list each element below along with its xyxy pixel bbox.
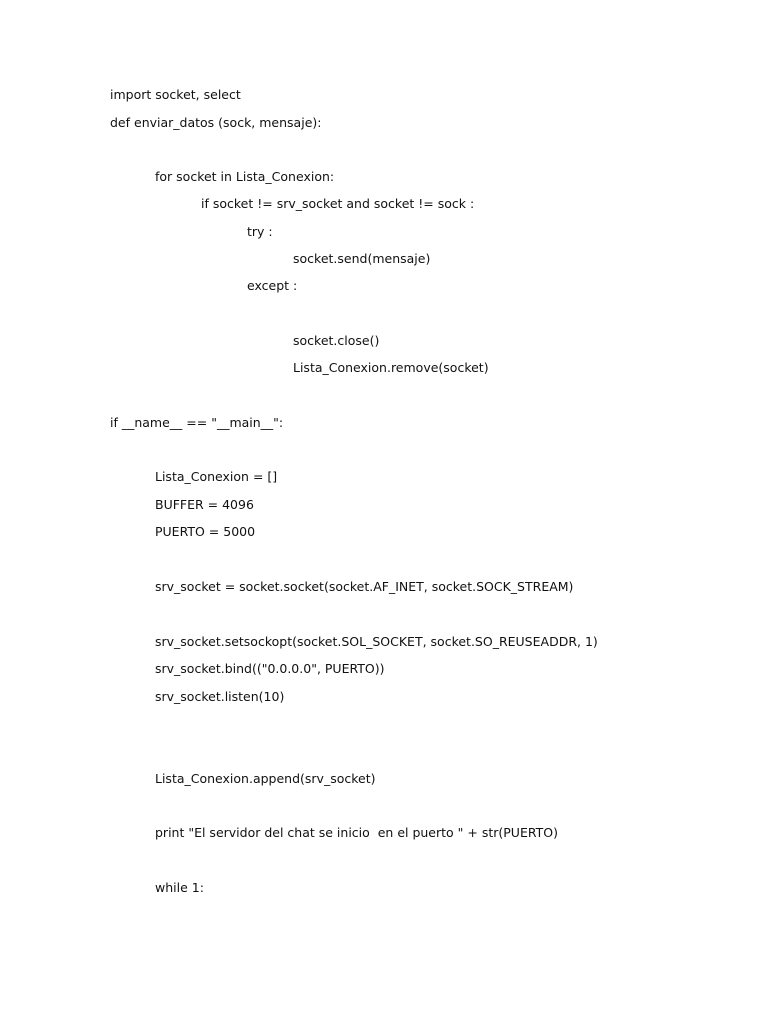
code-line: srv_socket.setsockopt(socket.SOL_SOCKET, socket.SO_REUSEADDR, 1) <box>155 634 598 649</box>
code-line: except : <box>247 278 298 293</box>
code-line: socket.close() <box>293 333 380 348</box>
code-line: while 1: <box>155 880 204 895</box>
code-line: socket.send(mensaje) <box>293 251 431 266</box>
code-line: print "El servidor del chat se inicio en el puerto " + str(PUERTO) <box>155 825 558 840</box>
code-line: for socket in Lista_Conexion: <box>155 169 335 184</box>
code-line: srv_socket.bind(("0.0.0.0", PUERTO)) <box>155 661 385 676</box>
code-line: try : <box>247 224 273 239</box>
code-line: if socket != srv_socket and socket != sock : <box>201 196 475 211</box>
code-line: def enviar_datos (sock, mensaje): <box>110 115 322 130</box>
code-line: Lista_Conexion = [] <box>155 469 278 484</box>
code-line: Lista_Conexion.remove(socket) <box>293 360 489 375</box>
code-line: srv_socket.listen(10) <box>155 689 285 704</box>
code-line: PUERTO = 5000 <box>155 524 256 539</box>
code-line: Lista_Conexion.append(srv_socket) <box>155 771 376 786</box>
code-line: srv_socket = socket.socket(socket.AF_INET, socket.SOCK_STREAM) <box>155 579 574 594</box>
code-line: if __name__ == "__main__": <box>110 415 284 430</box>
code-line: import socket, select <box>110 87 241 102</box>
code-line: BUFFER = 4096 <box>155 497 254 512</box>
